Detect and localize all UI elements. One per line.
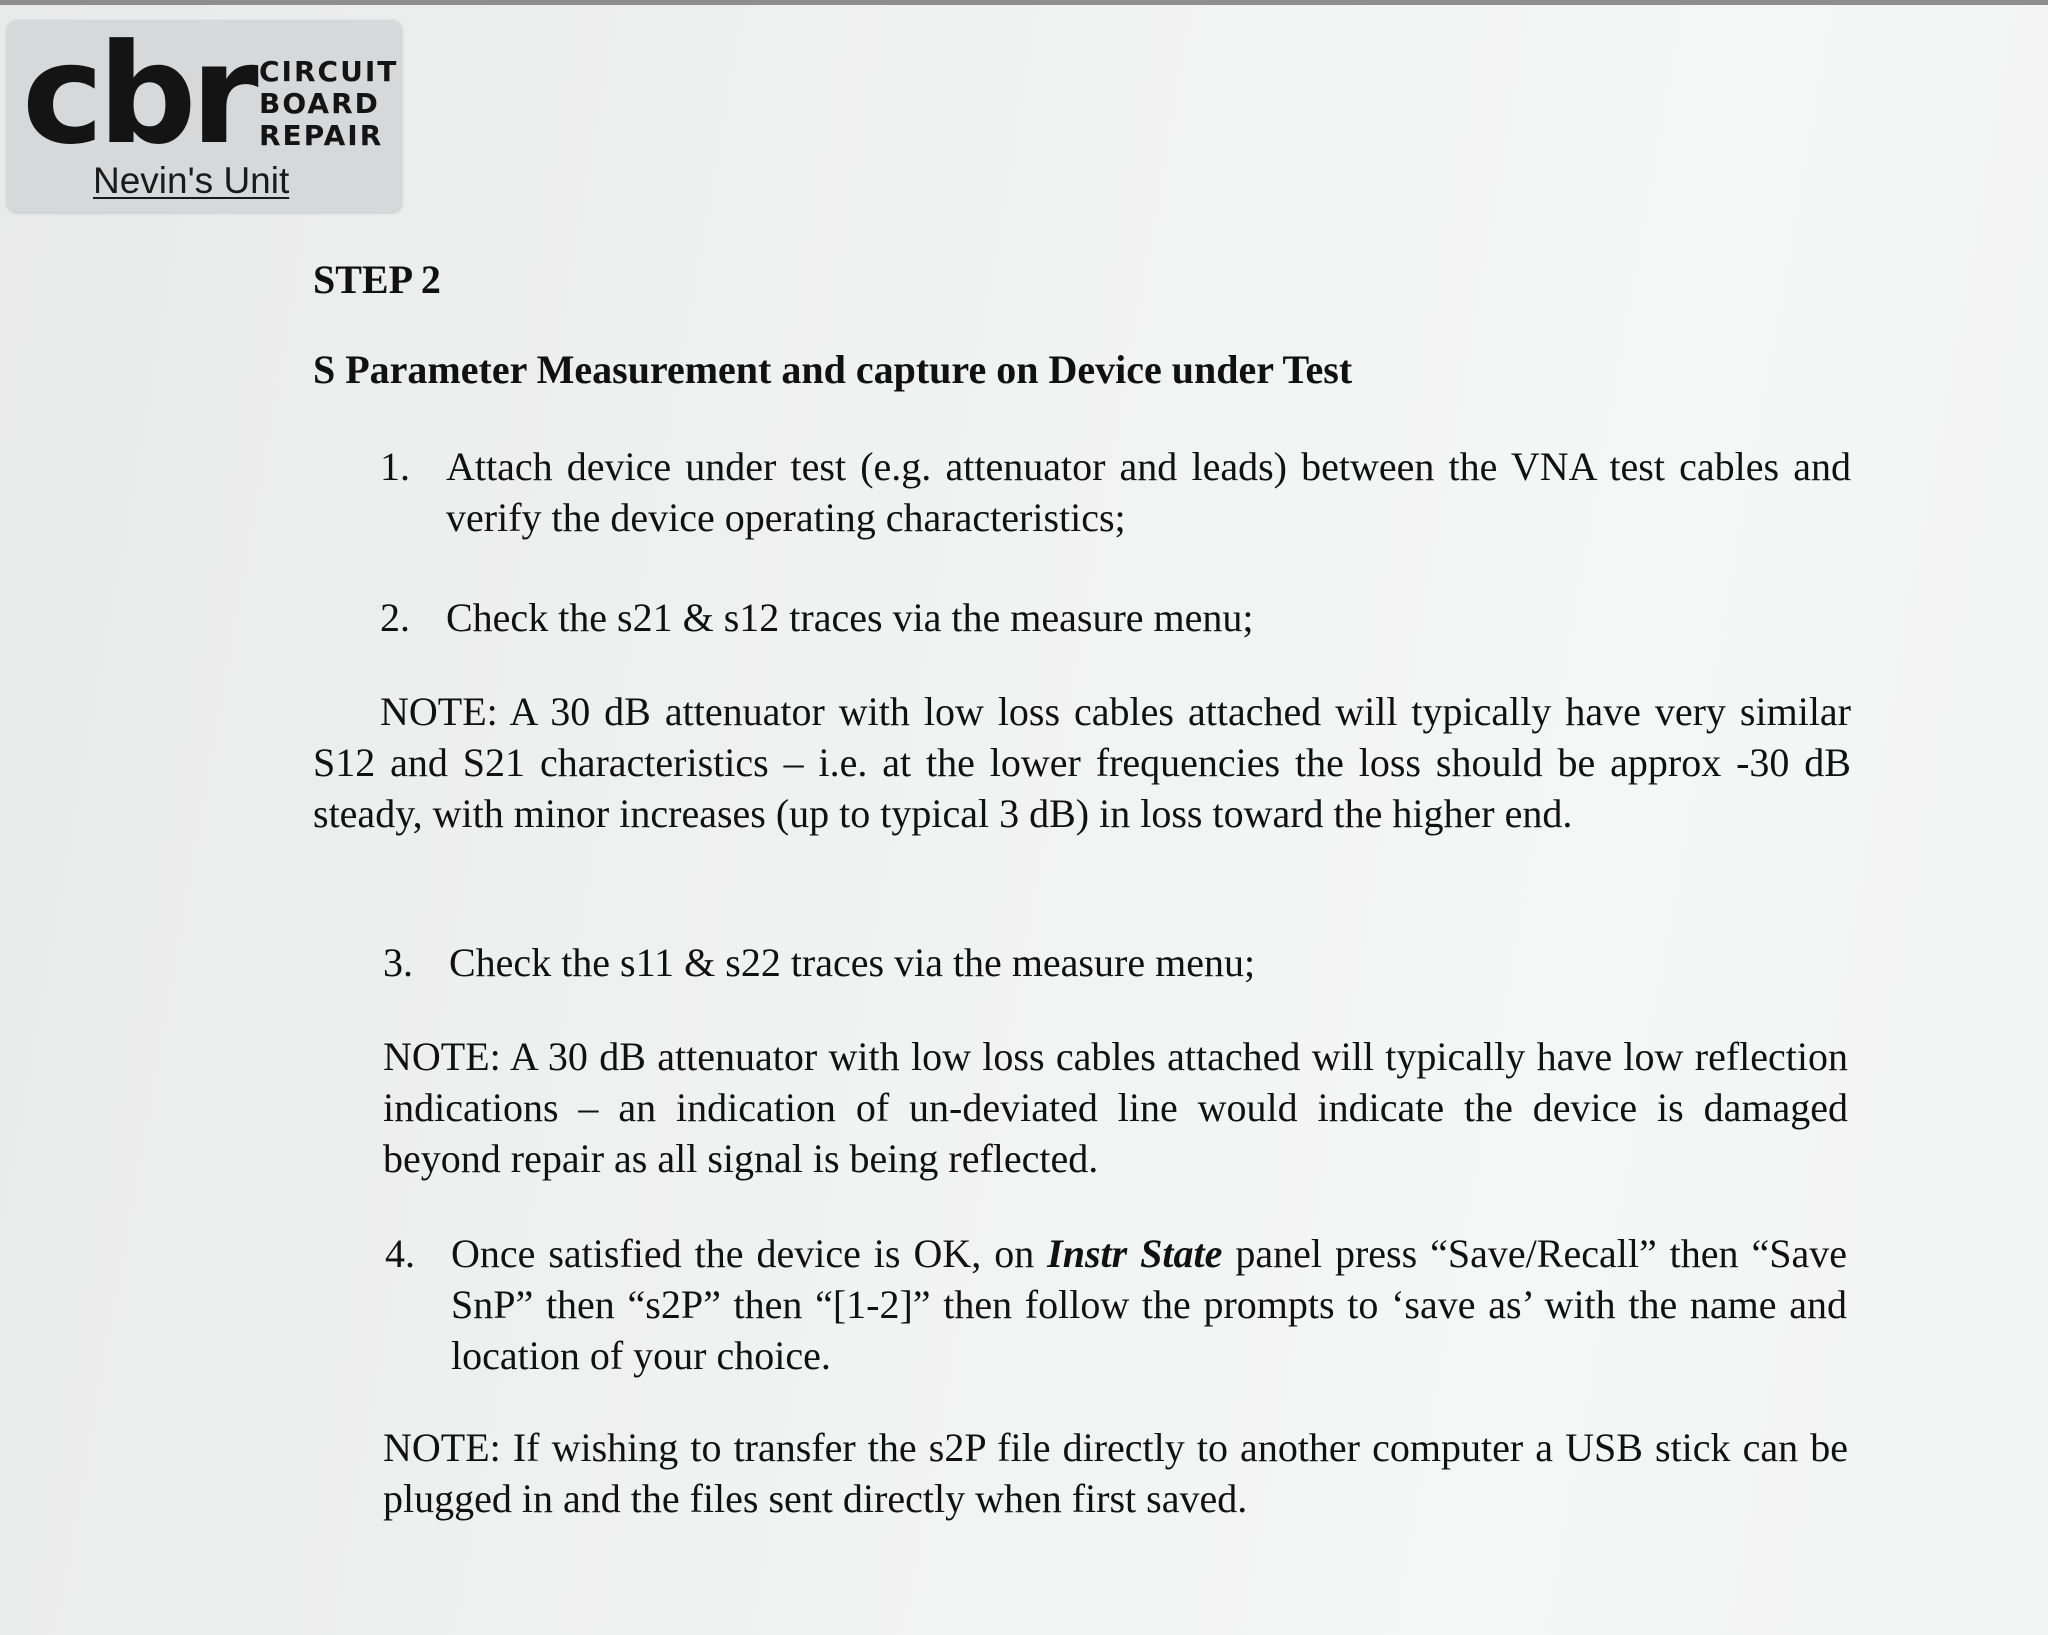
list-item-text: Check the s21 & s12 traces via the measure menu; bbox=[446, 595, 1254, 640]
logo-word-circuit: CIRCUIT bbox=[259, 55, 399, 88]
note-paragraph: NOTE: A 30 dB attenuator with low loss cables attached will typically have very similar S12 and S21 characteristics – i.e. at the lower frequencies the loss should be approx -30 dB steady, with minor increases (up to typical 3 dB) in loss toward the higher end. bbox=[313, 689, 1851, 836]
step-title: STEP 2 bbox=[313, 257, 441, 302]
list-item-number: 1. bbox=[380, 444, 410, 489]
list-item bbox=[380, 441, 1851, 543]
list-item-number: 2. bbox=[380, 595, 410, 640]
note-paragraph: NOTE: A 30 dB attenuator with low loss cables attached will typically have low reflection indications – an indication of un-deviated line would indicate the device is damaged beyond repair as all signal is being reflected. bbox=[383, 1034, 1848, 1181]
list-item-text: Check the s11 & s22 traces via the measure menu; bbox=[449, 940, 1256, 985]
list-item-text-before: Once satisfied the device is OK, on bbox=[451, 1231, 1048, 1276]
list-item bbox=[380, 592, 1851, 643]
instr-state-emphasis: Instr State bbox=[1047, 1231, 1223, 1276]
unit-name: Nevin's Unit bbox=[93, 160, 290, 201]
list-item-number: 3. bbox=[383, 940, 413, 985]
note-paragraph: NOTE: If wishing to transfer the s2P file directly to another computer a USB stick can be plugged in and the files sent directly when first saved. bbox=[383, 1425, 1848, 1521]
logo-word-board: BOARD bbox=[259, 87, 380, 120]
section-title: S Parameter Measurement and capture on Device under Test bbox=[313, 347, 1353, 392]
logo-mark: cbr bbox=[22, 30, 253, 160]
list-item bbox=[383, 937, 1849, 988]
list-item bbox=[385, 1228, 1847, 1381]
list-item-number: 4. bbox=[385, 1231, 415, 1276]
list-item-text: Attach device under test (e.g. attenuator and leads) between the VNA test cables and verify the device operating characteristics; bbox=[446, 444, 1851, 540]
list-item-text-after: panel press “Save/Recall” then “Save SnP” then “s2P” then “[1-2]” then follow the prompts to ‘save as’ with the name and location of your choice. bbox=[451, 1231, 1847, 1378]
logo-word-repair: REPAIR bbox=[259, 119, 384, 152]
